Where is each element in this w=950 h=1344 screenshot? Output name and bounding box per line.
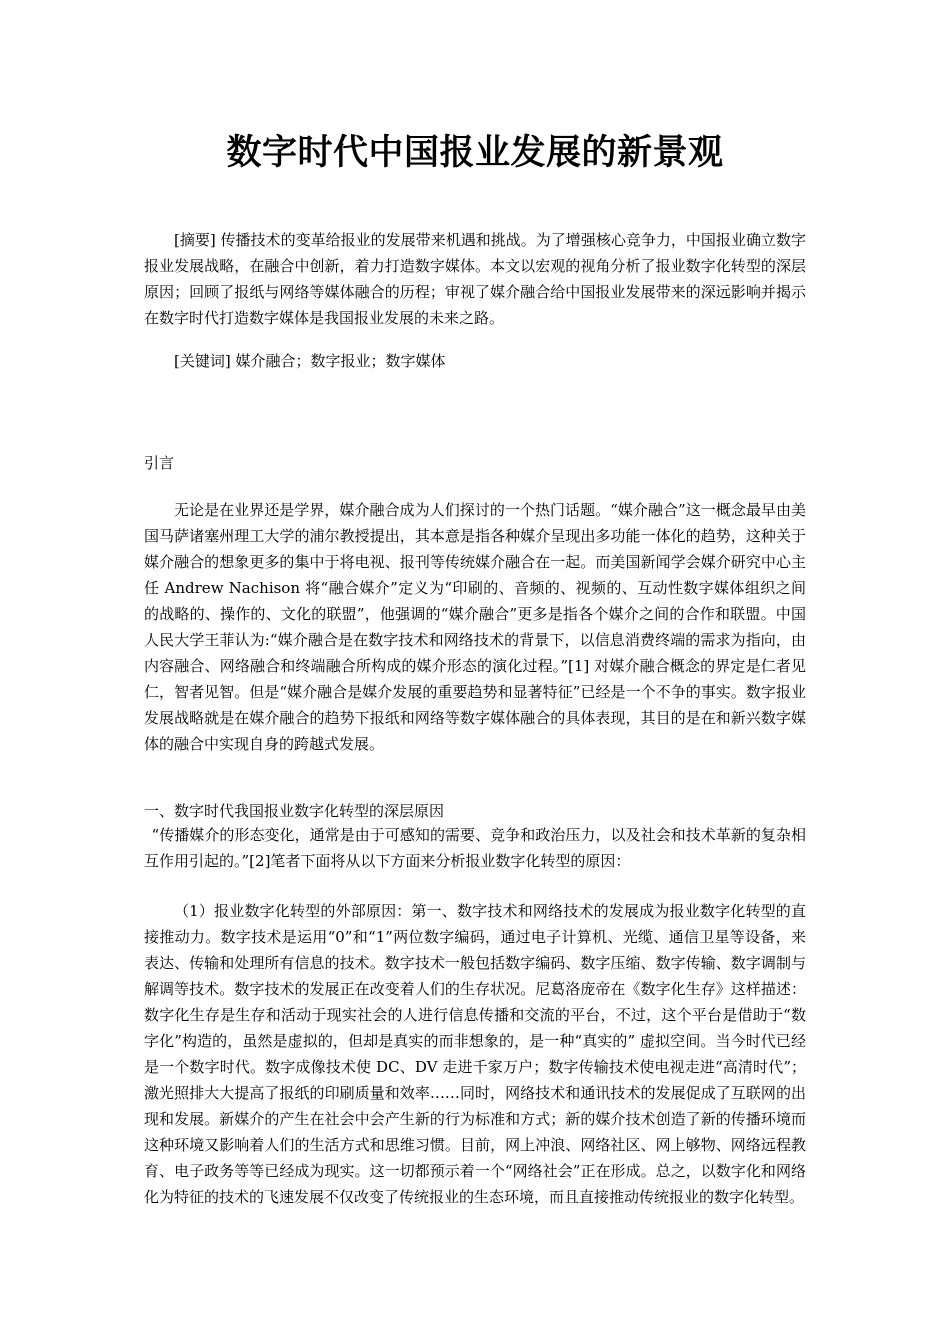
- section-1-point-1-paragraph: （1）报业数字化转型的外部原因：第一、数字技术和网络技术的发展成为报业数字化转型的直接推动力。数字技术是运用“0”和“1”两位数字编码，通过电子计算机、光缆、通信卫星等设备，来表达、传输和处理所有信息的技术。数字技术一般包括数字编码、数字压缩、数字传输、数字调制与解调等技术。数字技术的发展正在改变着人们的生存状况。尼葛洛庞帝在《数字化生存》这样描述：数字化生存是生存和活动于现实社会的人进行信息传播和交流的平台，不过，这个平台是借助于“数字化”构造的，虽然是虚拟的，但却是真实的而非想象的，是一种“真实的” 虚拟空间。当今时代已经是一个数字时代。数字成像技术使 DC、DV 走进千家万户；数字传输技术使电视走进“高清时代”；激光照排大大提高了报纸的印刷质量和效率……同时，网络技术和通讯技术的发展促成了互联网的出现和发展。新媒介的产生在社会中会产生新的行为标准和方式；新的媒介技术创造了新的传播环境而这种环境又影响着人们的生活方式和思维习惯。目前，网上冲浪、网络社区、网上够物、网络远程教育、电子政务等等已经成为现实。这一切都预示着一个“网络社会”正在形成。总之，以数字化和网络化为特征的技术的飞速发展不仅改变了传统报业的生态环境，而且直接推动传统报业的数字化转型。: [144, 902, 806, 1206]
- section-1-heading: 一、数字时代我国报业数字化转型的深层原因: [144, 802, 445, 820]
- document-title: 数字时代中国报业发展的新景观: [226, 133, 724, 173]
- intro-heading: 引言: [144, 454, 175, 472]
- abstract-paragraph: [摘要] 传播技术的变革给报业的发展带来机遇和挑战。为了增强核心竞争力，中国报业确立数字报业发展战略，在融合中创新，着力打造数字媒体。本文以宏观的视角分析了报业数字化转型的深层原因；回顾了报纸与网络等媒体融合的历程；审视了媒介融合给中国报业发展带来的深远影响并揭示在数字时代打造数字媒体是我国报业发展的未来之路。: [144, 231, 806, 327]
- keywords-line: [关键词] 媒介融合；数字报业；数字媒体: [174, 352, 446, 370]
- section-1-quote-paragraph: “传播媒介的形态变化，通常是由于可感知的需要、竞争和政治压力，以及社会和技术革新的复杂相互作用引起的。”[2]笔者下面将从以下方面来分析报业数字化转型的原因：: [144, 826, 806, 870]
- intro-paragraph: 无论是在业界还是学界，媒介融合成为人们探讨的一个热门话题。“媒介融合”这一概念最早由美国马萨诸塞州理工大学的浦尔教授提出，其本意是指各种媒介呈现出多功能一体化的趋势，这种关于媒介融合的想象更多的集中于将电视、报刊等传统媒介融合在一起。而美国新闻学会媒介研究中心主任 Andrew Nachison 将“融合媒介”定义为“印刷的、音频的、视频的、互动性数字媒体组织之间的战略的、操作的、文化的联盟”，他强调的“媒介融合”更多是指各个媒介之间的合作和联盟。中国人民大学王菲认为:“媒介融合是在数字技术和网络技术的背景下，以信息消费终端的需求为指向，由内容融合、网络融合和终端融合所构成的媒介形态的演化过程。”[1] 对媒介融合概念的界定是仁者见仁，智者见智。但是“媒介融合是媒介发展的重要趋势和显著特征”已经是一个不争的事实。数字报业发展战略就是在媒介融合的趋势下报纸和网络等数字媒体融合的具体表现，其目的是在和新兴数字媒体的融合中实现自身的跨越式发展。: [144, 501, 806, 753]
